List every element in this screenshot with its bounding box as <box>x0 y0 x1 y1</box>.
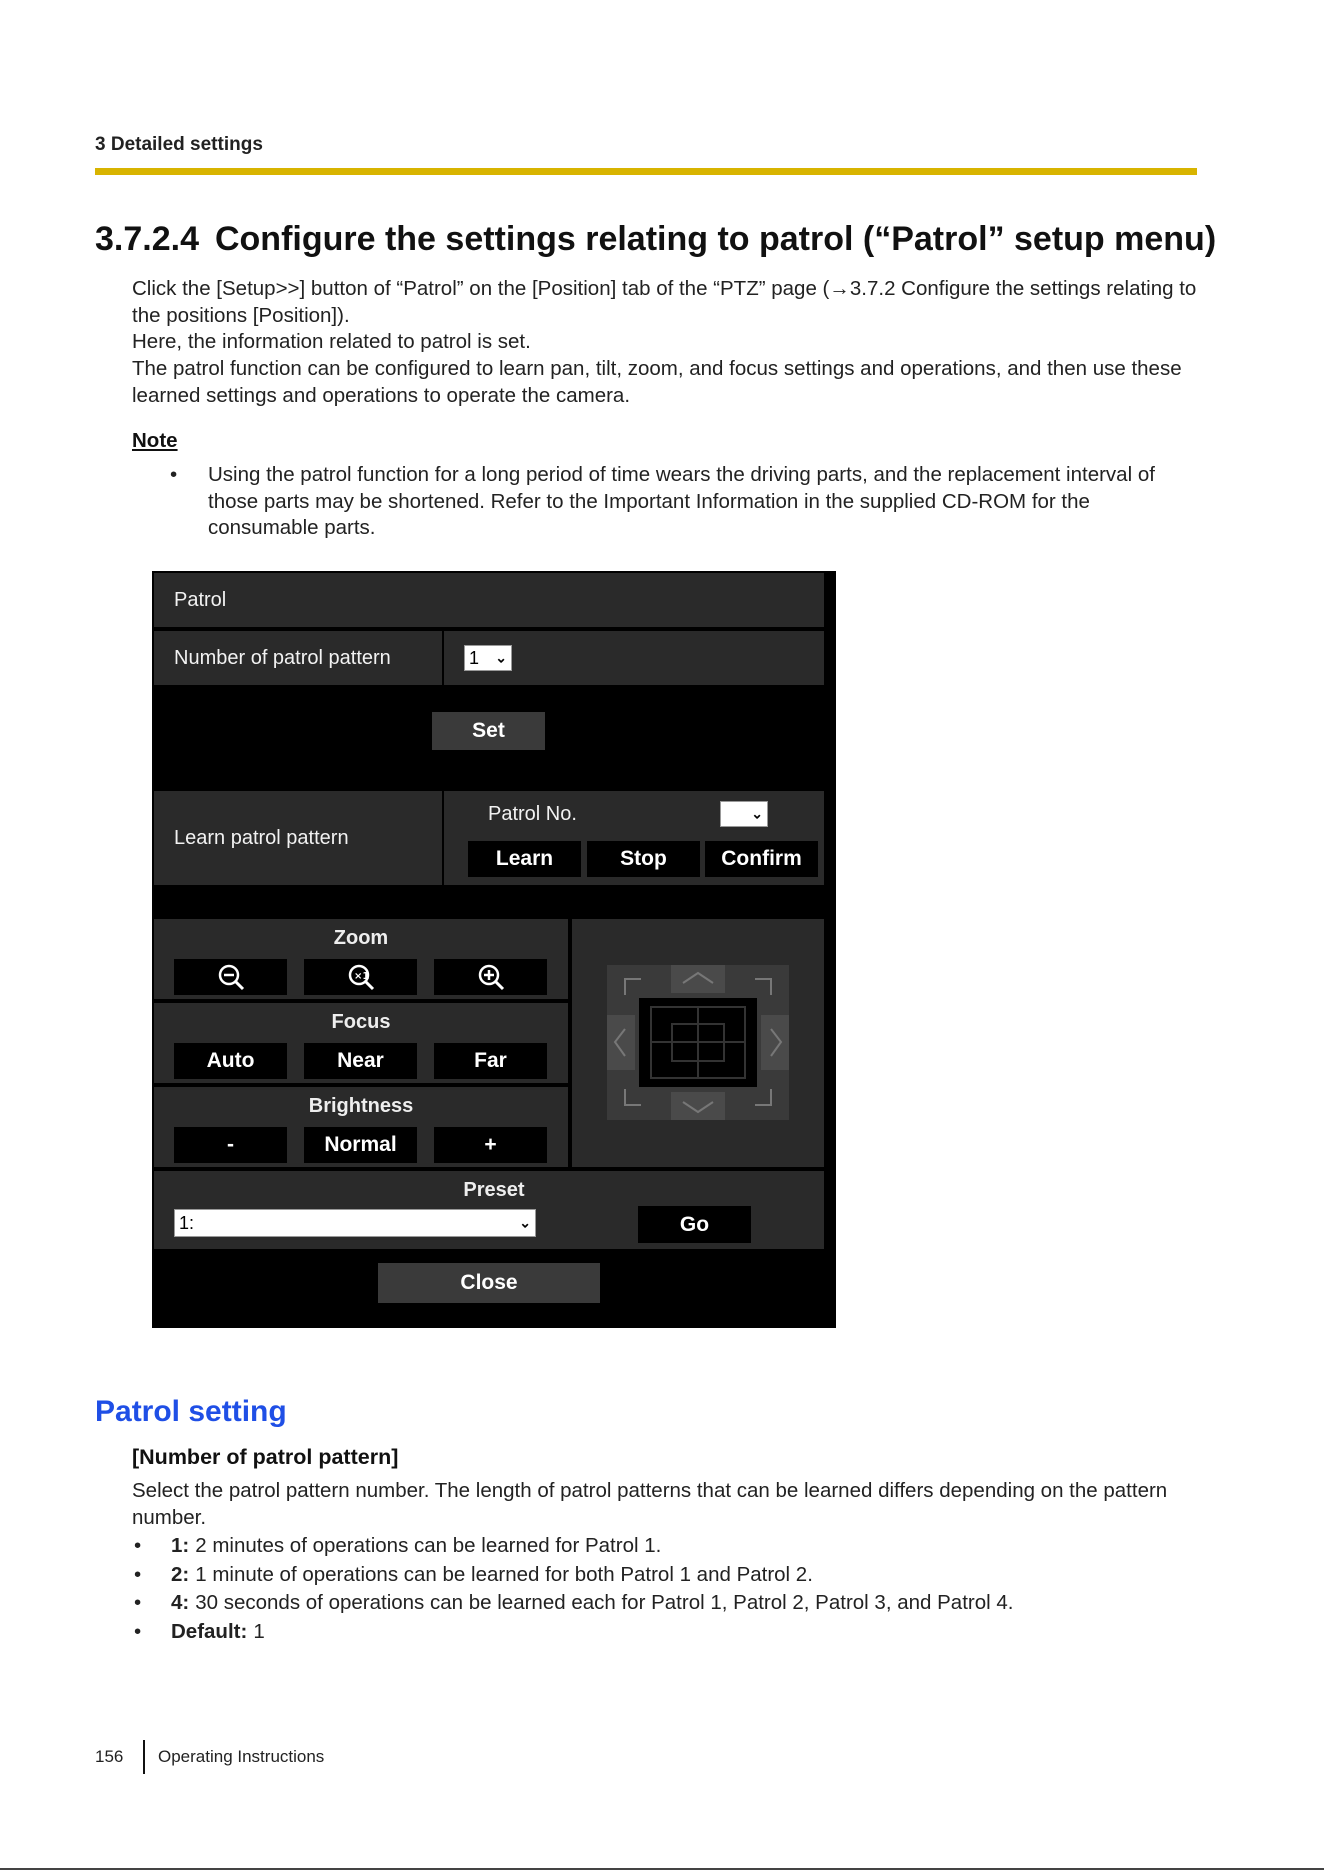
preset-select[interactable] <box>174 1209 536 1237</box>
focus-auto-button[interactable]: Auto <box>174 1043 287 1079</box>
option-key: Default: <box>171 1619 248 1643</box>
brightness-panel <box>154 1087 568 1167</box>
focus-panel <box>154 1003 568 1083</box>
zoom-label: Zoom <box>333 927 389 949</box>
ptz-pad-graphic <box>607 965 789 1120</box>
set-button[interactable]: Set <box>432 712 545 750</box>
patrol-pattern-options <box>132 1532 1202 1646</box>
number-pattern-value: 1 <box>469 647 480 668</box>
option-key: 4: <box>171 1591 190 1615</box>
confirm-button[interactable]: Confirm <box>705 841 818 877</box>
option-text: 30 seconds of operations can be learned each for Patrol 1, Patrol 2, Patrol 3, and Patrol 4. <box>195 1591 1014 1615</box>
chevron-down-icon: ⌄ <box>519 1214 531 1231</box>
dialog-title-bar <box>154 573 824 627</box>
option-key: 1: <box>171 1534 190 1557</box>
preset-label: Preset <box>463 1179 525 1201</box>
svg-text:×1: ×1 <box>353 971 369 982</box>
footer-divider <box>143 1740 145 1774</box>
option-item <box>132 1589 1202 1618</box>
intro-paragraph: Click the [Setup>>] button of “Patrol” on the [Position] tab of the “PTZ” page (→3.7.2 Configure the settings relating to the positions [Position]). <box>132 277 1197 327</box>
footer-title: Operating Instructions <box>158 1747 325 1766</box>
running-head: 3 Detailed settings <box>95 134 263 155</box>
option-text: 2 minutes of operations can be learned for Patrol 1. <box>195 1534 662 1557</box>
number-pattern-select[interactable] <box>464 645 512 671</box>
preset-panel <box>154 1171 824 1249</box>
option-item <box>132 1618 1202 1647</box>
zoom-out-button[interactable] <box>174 959 287 995</box>
number-pattern-label-cell <box>154 631 442 685</box>
intro-text <box>132 276 1202 410</box>
intro-paragraph: Here, the information related to patrol is set. <box>132 330 531 354</box>
number-pattern-label: Number of patrol pattern <box>174 647 391 669</box>
zoom-out-icon <box>215 961 247 993</box>
go-button[interactable]: Go <box>638 1206 751 1243</box>
header-rule <box>95 168 1197 175</box>
focus-far-button[interactable]: Far <box>434 1043 547 1079</box>
learn-pattern-label-cell <box>154 791 442 885</box>
section-number: 3.7.2.4 <box>95 220 199 258</box>
chevron-down-icon: ⌄ <box>495 649 507 666</box>
zoom-in-button[interactable] <box>434 959 547 995</box>
learn-pattern-label: Learn patrol pattern <box>174 827 349 849</box>
option-text: 1 minute of operations can be learned for both Patrol 1 and Patrol 2. <box>195 1562 813 1586</box>
option-key: 2: <box>171 1562 190 1586</box>
page-number: 156 <box>95 1747 124 1766</box>
focus-near-button[interactable]: Near <box>304 1043 417 1079</box>
stop-button[interactable]: Stop <box>587 841 700 877</box>
brightness-minus-button[interactable]: - <box>174 1127 287 1163</box>
close-button[interactable]: Close <box>378 1263 600 1303</box>
focus-label: Focus <box>331 1011 391 1033</box>
patrol-setting-heading: Patrol setting <box>95 1395 287 1428</box>
number-pattern-value-cell <box>444 631 824 685</box>
number-of-patrol-pattern-heading: [Number of patrol pattern] <box>132 1445 399 1469</box>
zoom-panel <box>154 919 568 999</box>
patrol-no-select[interactable] <box>720 801 768 827</box>
ptz-control-pad[interactable] <box>607 965 789 1120</box>
zoom-x1-icon <box>345 961 377 993</box>
intro-paragraph: The patrol function can be configured to learn pan, tilt, zoom, and focus settings and operations, and then use these learned settings and operations to operate the camera. <box>132 357 1182 407</box>
learn-button[interactable]: Learn <box>468 841 581 877</box>
brightness-plus-button[interactable]: + <box>434 1127 547 1163</box>
dialog-title: Patrol <box>174 589 227 611</box>
page-bottom-line <box>0 1868 1324 1870</box>
learn-pattern-control-cell <box>444 791 824 885</box>
preset-value: 1: <box>179 1212 195 1233</box>
patrol-pattern-description: Select the patrol pattern number. The length of patrol patterns that can be learned differs depending on the pattern number. <box>132 1479 1168 1529</box>
section-title <box>95 220 1216 259</box>
note-list <box>170 462 1202 542</box>
zoom-reset-button[interactable] <box>304 959 417 995</box>
patrol-dialog <box>152 571 836 1328</box>
note-item: • Using the patrol function for a long period of time wears the driving parts, and the replacement interval of those parts may be shortened. Refer to the Important Information in the supplied CD-ROM for the consumable parts. <box>170 462 1202 542</box>
zoom-in-icon <box>475 961 507 993</box>
brightness-normal-button[interactable]: Normal <box>304 1127 417 1163</box>
chevron-down-icon: ⌄ <box>751 805 763 822</box>
patrol-no-label: Patrol No. <box>488 803 577 825</box>
option-text: 1 <box>253 1619 265 1643</box>
option-item <box>132 1561 1202 1590</box>
note-heading: Note <box>132 429 178 452</box>
option-item <box>132 1532 1202 1561</box>
section-title-text: Configure the settings relating to patrol (“Patrol” setup menu) <box>214 220 1217 258</box>
brightness-label: Brightness <box>308 1095 414 1117</box>
